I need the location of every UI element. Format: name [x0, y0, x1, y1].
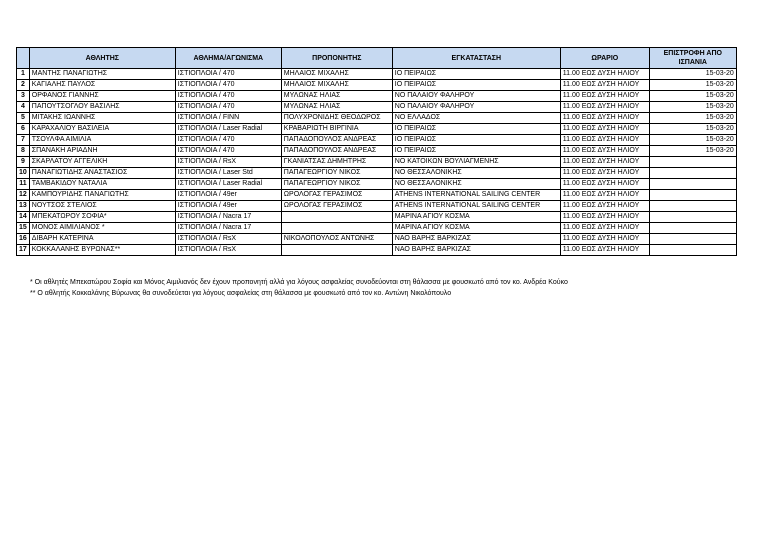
- cell-coach: ΠΑΠΑΓΕΩΡΓΙΟΥ ΝΙΚΟΣ: [281, 179, 392, 190]
- cell-facility: ΝΟ ΚΑΤΟΙΚΩΝ ΒΟΥΛΙΑΓΜΕΝΗΣ: [392, 157, 560, 168]
- cell-return: 15-03-20: [649, 80, 736, 91]
- cell-sport: ΙΣΤΙΟΠΛΟΙΑ / Laser Std: [175, 168, 281, 179]
- cell-athlete: ΜΙΤΑΚΗΣ ΙΩΑΝΝΗΣ: [29, 113, 175, 124]
- table-row: [17, 157, 737, 168]
- cell-number: 6: [17, 124, 30, 135]
- header-return: [649, 48, 736, 69]
- cell-sport: ΙΣΤΙΟΠΛΟΙΑ / RsX: [175, 234, 281, 245]
- cell-sport: ΙΣΤΙΟΠΛΟΙΑ / 470: [175, 135, 281, 146]
- cell-number: 2: [17, 80, 30, 91]
- table-row: [17, 135, 737, 146]
- table-row: [17, 102, 737, 113]
- cell-athlete: ΣΚΑΡΛΑΤΟΥ ΑΓΓΕΛΙΚΗ: [29, 157, 175, 168]
- cell-facility: ΝΟ ΠΑΛΑΙΟΥ ΦΑΛΗΡΟΥ: [392, 91, 560, 102]
- cell-coach: [281, 223, 392, 234]
- cell-return: 15-03-20: [649, 113, 736, 124]
- cell-hours: 11.00 ΕΩΣ ΔΥΣΗ ΗΛΙΟΥ: [560, 102, 649, 113]
- cell-facility: ΜΑΡΙΝΑ ΑΓΙΟΥ ΚΟΣΜΑ: [392, 212, 560, 223]
- cell-coach: ΜΥΛΩΝΑΣ ΗΛΙΑΣ: [281, 91, 392, 102]
- table-row: [17, 201, 737, 212]
- cell-athlete: ΜΟΝΟΣ ΑΙΜΙΛΙΑΝΟΣ *: [29, 223, 175, 234]
- cell-facility: ATHENS INTERNATIONAL SAILING CENTER: [392, 190, 560, 201]
- cell-return: [649, 245, 736, 256]
- cell-number: 1: [17, 69, 30, 80]
- cell-sport: ΙΣΤΙΟΠΛΟΙΑ / RsX: [175, 157, 281, 168]
- cell-hours: 11.00 ΕΩΣ ΔΥΣΗ ΗΛΙΟΥ: [560, 146, 649, 157]
- cell-number: 17: [17, 245, 30, 256]
- cell-hours: 11.00 ΕΩΣ ΔΥΣΗ ΗΛΙΟΥ: [560, 179, 649, 190]
- table-row: [17, 190, 737, 201]
- cell-sport: ΙΣΤΙΟΠΛΟΙΑ / 49er: [175, 190, 281, 201]
- cell-athlete: ΜΑΝΤΗΣ ΠΑΝΑΓΙΩΤΗΣ: [29, 69, 175, 80]
- cell-facility: ΝΟ ΠΑΛΑΙΟΥ ΦΑΛΗΡΟΥ: [392, 102, 560, 113]
- header-sport: ΑΘΛΗΜΑ/ΑΓΩΝΙΣΜΑ: [175, 48, 281, 69]
- cell-return: [649, 179, 736, 190]
- table-row: [17, 212, 737, 223]
- cell-coach: ΠΑΠΑΔΟΠΟΥΛΟΣ ΑΝΔΡΕΑΣ: [281, 135, 392, 146]
- cell-number: 9: [17, 157, 30, 168]
- cell-return: 15-03-20: [649, 146, 736, 157]
- cell-hours: 11.00 ΕΩΣ ΔΥΣΗ ΗΛΙΟΥ: [560, 69, 649, 80]
- table-header-row: [17, 48, 737, 69]
- cell-return: 15-03-20: [649, 124, 736, 135]
- cell-athlete: ΠΑΠΟΥΤΣΟΓΛΟΥ ΒΑΣΙΛΗΣ: [29, 102, 175, 113]
- cell-hours: 11.00 ΕΩΣ ΔΥΣΗ ΗΛΙΟΥ: [560, 113, 649, 124]
- cell-facility: ΙΟ ΠΕΙΡΑΙΩΣ: [392, 135, 560, 146]
- header-return-line2: ΙΣΠΑΝΙΑ: [678, 59, 707, 66]
- table-row: [17, 168, 737, 179]
- cell-sport: ΙΣΤΙΟΠΛΟΙΑ / RsX: [175, 245, 281, 256]
- cell-coach: ΠΑΠΑΓΕΩΡΓΙΟΥ ΝΙΚΟΣ: [281, 168, 392, 179]
- cell-number: 5: [17, 113, 30, 124]
- cell-athlete: ΠΑΝΑΓΙΩΤΙΔΗΣ ΑΝΑΣΤΑΣΙΟΣ: [29, 168, 175, 179]
- cell-athlete: ΚΑΜΠΟΥΡΙΔΗΣ ΠΑΝΑΓΙΩΤΗΣ: [29, 190, 175, 201]
- cell-sport: ΙΣΤΙΟΠΛΟΙΑ / 49er: [175, 201, 281, 212]
- table-row: [17, 113, 737, 124]
- footnotes: [30, 277, 568, 299]
- table-body: [17, 69, 737, 256]
- athletes-table: [16, 47, 737, 256]
- header-facility: ΕΓΚΑΤΑΣΤΑΣΗ: [392, 48, 560, 69]
- cell-return: [649, 157, 736, 168]
- cell-athlete: ΚΟΚΚΑΛΑΝΗΣ ΒΥΡΩΝΑΣ**: [29, 245, 175, 256]
- cell-coach: ΚΡΑΒΑΡΙΩΤΗ ΒΙΡΓΙΝΙΑ: [281, 124, 392, 135]
- cell-sport: ΙΣΤΙΟΠΛΟΙΑ / 470: [175, 91, 281, 102]
- cell-sport: ΙΣΤΙΟΠΛΟΙΑ / 470: [175, 80, 281, 91]
- cell-coach: ΠΑΠΑΔΟΠΟΥΛΟΣ ΑΝΔΡΕΑΣ: [281, 146, 392, 157]
- cell-number: 16: [17, 234, 30, 245]
- cell-number: 12: [17, 190, 30, 201]
- cell-hours: 11.00 ΕΩΣ ΔΥΣΗ ΗΛΙΟΥ: [560, 157, 649, 168]
- cell-hours: 11.00 ΕΩΣ ΔΥΣΗ ΗΛΙΟΥ: [560, 80, 649, 91]
- cell-coach: ΩΡΟΛΟΓΑΣ ΓΕΡΑΣΙΜΟΣ: [281, 190, 392, 201]
- cell-hours: 11.00 ΕΩΣ ΔΥΣΗ ΗΛΙΟΥ: [560, 135, 649, 146]
- cell-return: [649, 168, 736, 179]
- cell-number: 13: [17, 201, 30, 212]
- cell-hours: 11.00 ΕΩΣ ΔΥΣΗ ΗΛΙΟΥ: [560, 245, 649, 256]
- table-row: [17, 179, 737, 190]
- cell-sport: ΙΣΤΙΟΠΛΟΙΑ / 470: [175, 102, 281, 113]
- cell-athlete: ΚΑΡΑΧΑΛΙΟΥ ΒΑΣΙΛΕΙΑ: [29, 124, 175, 135]
- cell-coach: ΠΟΛΥΧΡΟΝΙΔΗΣ ΘΕΟΔΩΡΟΣ: [281, 113, 392, 124]
- cell-return: 15-03-20: [649, 135, 736, 146]
- cell-facility: ΝΑΟ ΒΑΡΗΣ ΒΑΡΚΙΖΑΣ: [392, 245, 560, 256]
- header-return-line1: ΕΠΙΣΤΡΟΦΗ ΑΠΟ: [663, 50, 722, 57]
- cell-facility: ΙΟ ΠΕΙΡΑΙΩΣ: [392, 124, 560, 135]
- footnote-1: * Οι αθλητές Μπεκατώρου Σοφία και Μόνος Αιμιλιανός δεν έχουν προπονητή αλλά για λόγους ασφαλείας συνοδεύονται στη θάλασσα με φουσκωτό από τον κο. Ανδρέα Κούκο: [30, 279, 568, 286]
- cell-return: [649, 223, 736, 234]
- cell-hours: 11.00 ΕΩΣ ΔΥΣΗ ΗΛΙΟΥ: [560, 223, 649, 234]
- cell-facility: ΝΟ ΘΕΣΣΑΛΟΝΙΚΗΣ: [392, 168, 560, 179]
- cell-number: 14: [17, 212, 30, 223]
- table-row: [17, 234, 737, 245]
- table-row: [17, 146, 737, 157]
- cell-hours: 11.00 ΕΩΣ ΔΥΣΗ ΗΛΙΟΥ: [560, 201, 649, 212]
- cell-coach: ΜΗΛΑΙΟΣ ΜΙΧΑΛΗΣ: [281, 80, 392, 91]
- cell-facility: ΙΟ ΠΕΙΡΑΙΩΣ: [392, 80, 560, 91]
- cell-facility: ΙΟ ΠΕΙΡΑΙΩΣ: [392, 69, 560, 80]
- cell-hours: 11.00 ΕΩΣ ΔΥΣΗ ΗΛΙΟΥ: [560, 212, 649, 223]
- cell-return: [649, 190, 736, 201]
- cell-facility: ΝΟ ΕΛΛΑΔΟΣ: [392, 113, 560, 124]
- table-row: [17, 80, 737, 91]
- cell-coach: [281, 245, 392, 256]
- footnote-2: ** Ο αθλητής Κοκκαλάνης Βύρωνας θα συνοδεύεται για λόγους ασφαλείας στη θάλασσα με φουσκωτό από τον κο. Αντώνη Νικολόπουλο: [30, 290, 452, 297]
- cell-sport: ΙΣΤΙΟΠΛΟΙΑ / 470: [175, 146, 281, 157]
- cell-coach: ΜΗΛΑΙΟΣ ΜΙΧΑΛΗΣ: [281, 69, 392, 80]
- cell-hours: 11.00 ΕΩΣ ΔΥΣΗ ΗΛΙΟΥ: [560, 234, 649, 245]
- cell-coach: ΜΥΛΩΝΑΣ ΗΛΙΑΣ: [281, 102, 392, 113]
- cell-number: 4: [17, 102, 30, 113]
- cell-return: 15-03-20: [649, 102, 736, 113]
- cell-return: [649, 201, 736, 212]
- cell-coach: ΩΡΟΛΟΓΑΣ ΓΕΡΑΣΙΜΟΣ: [281, 201, 392, 212]
- cell-athlete: ΤΑΜΒΑΚΙΔΟΥ ΝΑΤΑΛΙΑ: [29, 179, 175, 190]
- cell-number: 3: [17, 91, 30, 102]
- cell-number: 8: [17, 146, 30, 157]
- table-row: [17, 245, 737, 256]
- header-coach: ΠΡΟΠΟΝΗΤΗΣ: [281, 48, 392, 69]
- cell-coach: [281, 212, 392, 223]
- cell-number: 15: [17, 223, 30, 234]
- cell-return: 15-03-20: [649, 69, 736, 80]
- cell-facility: ΙΟ ΠΕΙΡΑΙΩΣ: [392, 146, 560, 157]
- cell-athlete: ΟΡΦΑΝΟΣ ΓΙΑΝΝΗΣ: [29, 91, 175, 102]
- table-row: [17, 69, 737, 80]
- cell-coach: ΝΙΚΟΛΟΠΟΥΛΟΣ ΑΝΤΩΝΗΣ: [281, 234, 392, 245]
- cell-sport: ΙΣΤΙΟΠΛΟΙΑ / Laser Radial: [175, 124, 281, 135]
- cell-number: 10: [17, 168, 30, 179]
- cell-athlete: ΣΠΑΝΑΚΗ ΑΡΙΑΔΝΗ: [29, 146, 175, 157]
- cell-athlete: ΜΠΕΚΑΤΩΡΟΥ ΣΟΦΙΑ*: [29, 212, 175, 223]
- cell-sport: ΙΣΤΙΟΠΛΟΙΑ / Laser Radial: [175, 179, 281, 190]
- table-row: [17, 124, 737, 135]
- table-row: [17, 223, 737, 234]
- cell-facility: ΝΟ ΘΕΣΣΑΛΟΝΙΚΗΣ: [392, 179, 560, 190]
- cell-facility: ATHENS INTERNATIONAL SAILING CENTER: [392, 201, 560, 212]
- cell-number: 7: [17, 135, 30, 146]
- cell-return: [649, 212, 736, 223]
- cell-return: 15-03-20: [649, 91, 736, 102]
- cell-sport: ΙΣΤΙΟΠΛΟΙΑ / Nacra 17: [175, 212, 281, 223]
- cell-sport: ΙΣΤΙΟΠΛΟΙΑ / 470: [175, 69, 281, 80]
- header-athlete: ΑΘΛΗΤΗΣ: [29, 48, 175, 69]
- cell-facility: ΝΑΟ ΒΑΡΗΣ ΒΑΡΚΙΖΑΣ: [392, 234, 560, 245]
- cell-athlete: ΤΣΟΥΛΦΑ ΑΙΜΙΛΙΑ: [29, 135, 175, 146]
- table-row: [17, 91, 737, 102]
- cell-sport: ΙΣΤΙΟΠΛΟΙΑ / Nacra 17: [175, 223, 281, 234]
- cell-number: 11: [17, 179, 30, 190]
- cell-hours: 11.00 ΕΩΣ ΔΥΣΗ ΗΛΙΟΥ: [560, 124, 649, 135]
- header-hours: ΩΡΑΡΙΟ: [560, 48, 649, 69]
- cell-facility: ΜΑΡΙΝΑ ΑΓΙΟΥ ΚΟΣΜΑ: [392, 223, 560, 234]
- cell-hours: 11.00 ΕΩΣ ΔΥΣΗ ΗΛΙΟΥ: [560, 91, 649, 102]
- cell-athlete: ΚΑΓΙΑΛΗΣ ΠΑΥΛΟΣ: [29, 80, 175, 91]
- cell-hours: 11.00 ΕΩΣ ΔΥΣΗ ΗΛΙΟΥ: [560, 168, 649, 179]
- cell-athlete: ΔΙΒΑΡΗ ΚΑΤΕΡΙΝΑ: [29, 234, 175, 245]
- cell-hours: 11.00 ΕΩΣ ΔΥΣΗ ΗΛΙΟΥ: [560, 190, 649, 201]
- cell-return: [649, 234, 736, 245]
- cell-coach: ΓΚΑΝΙΑΤΣΑΣ ΔΗΜΗΤΡΗΣ: [281, 157, 392, 168]
- header-number: [17, 48, 30, 69]
- cell-athlete: ΝΟΥΤΣΟΣ ΣΤΕΛΙΟΣ: [29, 201, 175, 212]
- cell-sport: ΙΣΤΙΟΠΛΟΙΑ / FINN: [175, 113, 281, 124]
